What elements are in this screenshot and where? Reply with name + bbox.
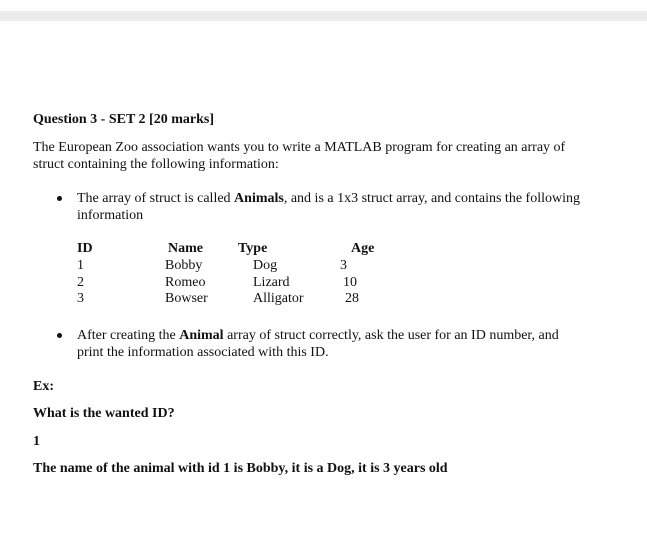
intro-line-1: The European Zoo association wants you to write a MATLAB program for creating an array of [33,140,566,155]
example-label: Ex: [33,379,54,394]
table-cell-age: 28 [345,291,359,306]
bullet-1-line-2: information [77,208,144,223]
table-cell-id: 1 [77,258,84,273]
question-heading: Question 3 - SET 2 [20 marks] [33,112,214,127]
intro-line-2: struct containing the following information: [33,157,279,172]
example-output: The name of the animal with id 1 is Bobby, it is a Dog, it is 3 years old [33,461,448,476]
example-prompt: What is the wanted ID? [33,406,175,421]
table-cell-age: 3 [340,258,347,273]
table-cell-age: 10 [343,275,357,290]
table-cell-id: 2 [77,275,84,290]
table-cell-name: Bowser [165,291,208,306]
table-cell-type: Lizard [253,275,290,290]
table-cell-name: Bobby [165,258,203,273]
table-cell-id: 3 [77,291,84,306]
bullet-1-line-1: The array of struct is called Animals, and is a 1x3 struct array, and contains the following [77,191,580,206]
top-divider-bar [0,11,647,21]
table-header-type: Type [238,241,268,256]
table-header-id: ID [77,241,93,256]
bullet-2-line-2: print the information associated with this ID. [77,345,329,360]
table-header-age: Age [351,241,375,256]
bullet-dot-2 [57,333,62,338]
bullet-dot-1 [57,196,62,201]
example-input: 1 [33,434,40,449]
table-cell-type: Dog [253,258,278,273]
bullet-2-line-1: After creating the Animal array of struct correctly, ask the user for an ID number, and [77,328,559,343]
table-cell-name: Romeo [165,275,206,290]
table-cell-type: Alligator [253,291,304,306]
table-header-name: Name [168,241,203,256]
